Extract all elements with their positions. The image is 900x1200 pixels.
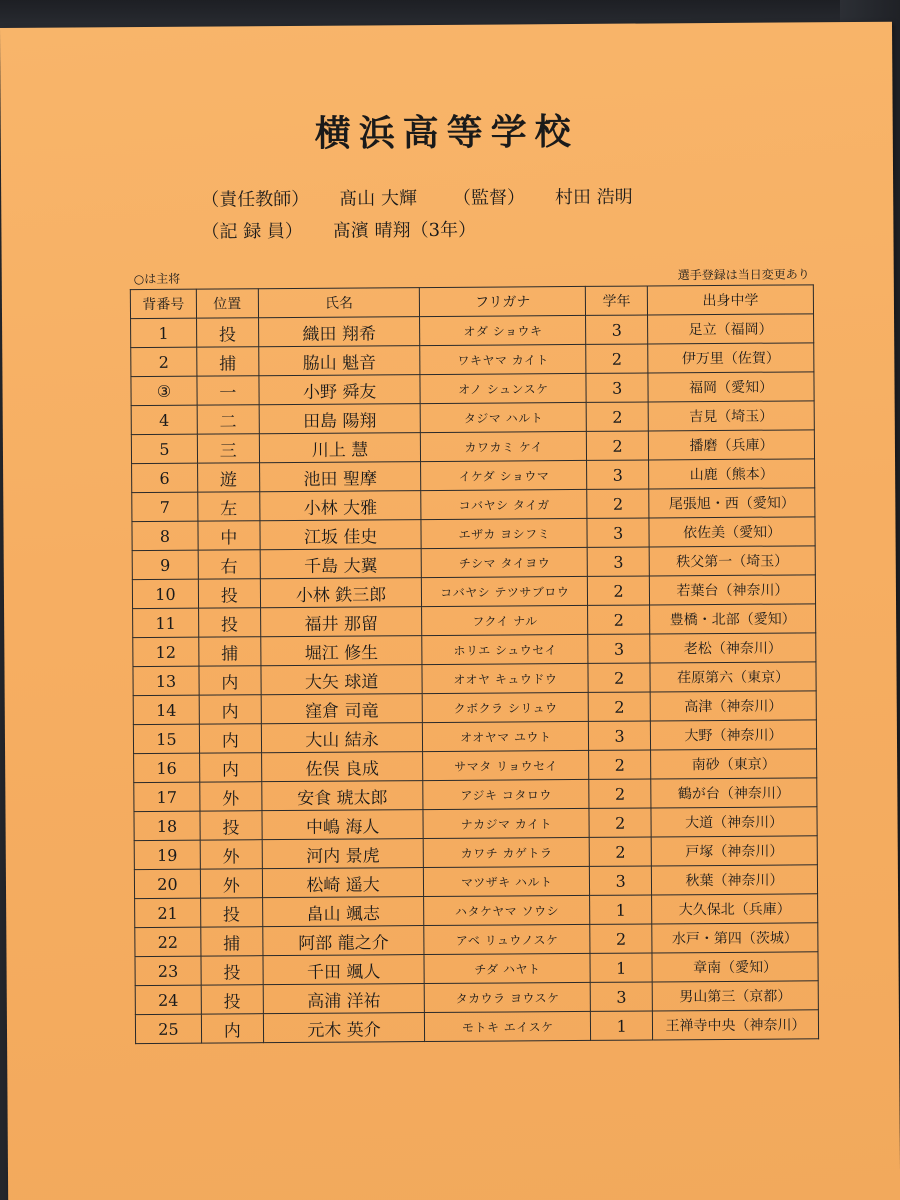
table-row	[132, 546, 815, 580]
header-position: 位置	[196, 289, 258, 318]
table-row	[131, 314, 814, 348]
cell-name: 高浦 洋祐	[263, 984, 425, 1014]
teacher-label: （責任教師）	[201, 188, 310, 211]
school-title: 横浜高等学校	[314, 110, 579, 155]
cell-kana: コバヤシ テツサブロウ	[422, 576, 588, 606]
cell-name: 畠山 颯志	[262, 897, 424, 927]
cell-kana: オオヤマ ユウト	[423, 721, 589, 751]
cell-name: 堀江 修生	[260, 636, 422, 666]
table-row	[133, 662, 816, 696]
header-grade: 学年	[586, 286, 648, 315]
cell-name: 大山 結永	[261, 723, 423, 753]
cell-grade: 1	[590, 953, 652, 982]
cell-grade: 2	[588, 692, 650, 721]
cell-position: 投	[200, 811, 262, 840]
cell-kana: イケダ ショウマ	[421, 460, 587, 490]
cell-kana: オノ シュンスケ	[420, 373, 586, 403]
teacher-name: 髙山 大輝	[339, 188, 418, 210]
cell-kana: ワキヤマ カイト	[420, 344, 586, 374]
cell-position: 内	[201, 1014, 263, 1043]
cell-school: 大道（神奈川）	[651, 807, 817, 837]
cell-position: 三	[197, 434, 259, 463]
cell-kana: オオヤ キュウドウ	[422, 663, 588, 693]
table-row	[132, 517, 815, 551]
cell-number: 21	[135, 898, 201, 927]
header-number: 背番号	[130, 289, 196, 318]
cell-number: 17	[134, 782, 200, 811]
cell-grade: 2	[587, 489, 649, 518]
cell-name: 池田 聖摩	[259, 462, 421, 492]
cell-kana: タジマ ハルト	[421, 402, 587, 432]
cell-kana: フクイ ナル	[422, 605, 588, 635]
cell-school: 播磨（兵庫）	[648, 430, 814, 460]
table-row	[133, 604, 816, 638]
staff-row-recorder	[201, 214, 633, 249]
cell-school: 豊橋・北部（愛知）	[650, 604, 816, 634]
cell-grade: 2	[590, 924, 652, 953]
cell-grade: 2	[588, 576, 650, 605]
cell-number: 6	[132, 463, 198, 492]
cell-name: 福井 那留	[260, 607, 422, 637]
table-row	[135, 1010, 818, 1044]
table-row	[132, 488, 815, 522]
cell-name: 佐俣 良成	[261, 752, 423, 782]
cell-kana: ハタケヤマ ソウシ	[424, 895, 590, 925]
cell-grade: 2	[586, 344, 648, 373]
cell-name: 元木 英介	[263, 1013, 425, 1043]
table-row	[131, 343, 814, 377]
cell-number: 23	[135, 956, 201, 985]
cell-number: 10	[132, 579, 198, 608]
cell-grade: 3	[587, 547, 649, 576]
cell-kana: チシマ タイヨウ	[422, 547, 588, 577]
cell-grade: 1	[591, 1011, 653, 1040]
cell-kana: エザカ ヨシフミ	[421, 518, 587, 548]
cell-school: 尾張旭・西（愛知）	[649, 488, 815, 518]
cell-kana: ナカジマ カイト	[423, 808, 589, 838]
cell-position: 遊	[197, 463, 259, 492]
header-name: 氏名	[258, 288, 420, 318]
roster-body	[131, 314, 819, 1044]
cell-school: 老松（神奈川）	[650, 633, 816, 663]
cell-kana: オダ ショウキ	[420, 315, 586, 345]
cell-number: 11	[133, 608, 199, 637]
cell-school: 秩父第一（埼玉）	[649, 546, 815, 576]
cell-name: 脇山 魁音	[258, 346, 420, 376]
cell-grade: 3	[590, 982, 652, 1011]
cell-name: 大矢 球道	[261, 665, 423, 695]
cell-position: 内	[199, 724, 261, 753]
cell-position: 捕	[197, 347, 259, 376]
cell-position: 投	[201, 985, 263, 1014]
cell-number: 5	[131, 434, 197, 463]
cell-number: 2	[131, 347, 197, 376]
cell-grade: 3	[587, 518, 649, 547]
cell-school: 鶴が台（神奈川）	[651, 778, 817, 808]
cell-number: 18	[134, 811, 200, 840]
cell-school: 水戸・第四（茨城）	[652, 923, 818, 953]
cell-name: 織田 翔希	[258, 317, 420, 347]
staff-block	[201, 182, 633, 249]
cell-kana: サマタ リョウセイ	[423, 750, 589, 780]
cell-position: 左	[198, 492, 260, 521]
staff-row-teacher-manager	[201, 182, 633, 217]
table-row	[131, 372, 814, 406]
cell-position: 内	[199, 666, 261, 695]
cell-kana: カワカミ ケイ	[421, 431, 587, 461]
cell-kana: コバヤシ タイガ	[421, 489, 587, 519]
cell-kana: チダ ハヤト	[424, 953, 590, 983]
cell-grade: 3	[586, 373, 648, 402]
cell-name: 阿部 龍之介	[263, 926, 425, 956]
cell-position: 投	[198, 608, 260, 637]
cell-name: 小林 大雅	[259, 491, 421, 521]
table-row	[135, 981, 818, 1015]
cell-grade: 2	[589, 837, 651, 866]
cell-school: 高津（神奈川）	[650, 691, 816, 721]
cell-number: 16	[134, 753, 200, 782]
cell-position: 内	[199, 695, 261, 724]
cell-number: 19	[134, 840, 200, 869]
cell-number: 12	[133, 637, 199, 666]
cell-position: 投	[198, 579, 260, 608]
cell-position: 投	[200, 898, 262, 927]
cell-grade: 2	[587, 431, 649, 460]
table-row	[133, 691, 816, 725]
table-row	[135, 923, 818, 957]
cell-name: 江坂 佳史	[260, 520, 422, 550]
cell-grade: 1	[590, 895, 652, 924]
cell-grade: 2	[588, 605, 650, 634]
cell-position: 二	[197, 405, 259, 434]
roster-header-row	[130, 285, 813, 319]
table-row	[134, 749, 817, 783]
cell-school: 南砂（東京）	[651, 749, 817, 779]
cell-kana: タカウラ ヨウスケ	[425, 982, 591, 1012]
cell-name: 田島 陽翔	[259, 404, 421, 434]
cell-school: 男山第三（京都）	[652, 981, 818, 1011]
cell-school: 荏原第六（東京）	[650, 662, 816, 692]
cell-school: 福岡（愛知）	[648, 372, 814, 402]
cell-name: 小野 舜友	[259, 375, 421, 405]
manager-label: （監督）	[452, 187, 526, 209]
table-row	[135, 952, 818, 986]
cell-position: 右	[198, 550, 260, 579]
cell-number: 22	[135, 927, 201, 956]
cell-kana: モトキ エイスケ	[425, 1011, 591, 1041]
cell-grade: 3	[586, 315, 648, 344]
cell-name: 中嶋 海人	[262, 810, 424, 840]
cell-grade: 2	[589, 808, 651, 837]
manager-name: 村田 浩明	[554, 186, 633, 209]
cell-name: 河内 景虎	[262, 839, 424, 869]
cell-position: 外	[200, 840, 262, 869]
cell-name: 川上 慧	[259, 433, 421, 463]
captain-note: ○は主将	[133, 271, 181, 287]
table-row	[134, 836, 817, 870]
cell-school: 戸塚（神奈川）	[651, 836, 817, 866]
cell-grade: 3	[589, 721, 651, 750]
cell-school: 大久保北（兵庫）	[652, 894, 818, 924]
roster-paper	[0, 22, 900, 1200]
cell-number: 9	[132, 550, 198, 579]
cell-school: 王禅寺中央（神奈川）	[652, 1010, 818, 1040]
cell-grade: 2	[586, 402, 648, 431]
cell-school: 足立（福岡）	[648, 314, 814, 344]
table-row	[134, 778, 817, 812]
header-school: 出身中学	[647, 285, 813, 315]
cell-kana: クボクラ シリュウ	[423, 692, 589, 722]
cell-name: 千島 大翼	[260, 549, 422, 579]
table-row	[135, 894, 818, 928]
cell-grade: 2	[589, 779, 651, 808]
table-row	[132, 459, 815, 493]
cell-position: 中	[198, 521, 260, 550]
recorder-name: 髙濱 晴翔（3年）	[332, 219, 477, 242]
cell-kana: マツザキ ハルト	[424, 866, 590, 896]
cell-school: 山鹿（熊本）	[649, 459, 815, 489]
cell-school: 若葉台（神奈川）	[649, 575, 815, 605]
cell-position: 捕	[199, 637, 261, 666]
recorder-label: （記 録 員）	[201, 220, 303, 243]
cell-grade: 3	[590, 866, 652, 895]
cell-kana: ホリエ シュウセイ	[422, 634, 588, 664]
cell-name: 小林 鉄三郎	[260, 578, 422, 608]
cell-kana: アジキ コタロウ	[423, 779, 589, 809]
cell-school: 伊万里（佐賀）	[648, 343, 814, 373]
cell-school: 秋葉（神奈川）	[651, 865, 817, 895]
table-row	[131, 430, 814, 464]
cell-number: 13	[133, 666, 199, 695]
cell-number: 15	[133, 724, 199, 753]
cell-grade: 3	[587, 460, 649, 489]
cell-number: 20	[134, 869, 200, 898]
cell-school: 章南（愛知）	[652, 952, 818, 982]
cell-kana: カワチ カゲトラ	[424, 837, 590, 867]
cell-number: ③	[131, 376, 197, 405]
cell-grade: 2	[589, 750, 651, 779]
registration-note: 選手登録は当日変更あり	[677, 267, 810, 283]
cell-name: 安食 琥太郎	[262, 781, 424, 811]
cell-number: 24	[135, 985, 201, 1014]
table-row	[131, 401, 814, 435]
cell-number: 25	[135, 1014, 201, 1043]
cell-grade: 2	[588, 663, 650, 692]
table-row	[134, 865, 817, 899]
cell-position: 投	[201, 956, 263, 985]
cell-number: 4	[131, 405, 197, 434]
cell-kana: アベ リュウノスケ	[424, 924, 590, 954]
cell-school: 大野（神奈川）	[650, 720, 816, 750]
cell-name: 松崎 遥大	[262, 868, 424, 898]
cell-position: 一	[197, 376, 259, 405]
cell-number: 7	[132, 492, 198, 521]
cell-number: 8	[132, 521, 198, 550]
header-kana: フリガナ	[420, 286, 586, 316]
cell-school: 吉見（埼玉）	[648, 401, 814, 431]
table-row	[134, 807, 817, 841]
table-row	[133, 633, 816, 667]
roster-table	[130, 284, 819, 1044]
cell-position: 捕	[201, 927, 263, 956]
table-row	[132, 575, 815, 609]
cell-name: 窪倉 司竜	[261, 694, 423, 724]
cell-position: 外	[200, 869, 262, 898]
cell-grade: 3	[588, 634, 650, 663]
cell-number: 1	[131, 318, 197, 347]
cell-position: 投	[196, 318, 258, 347]
cell-number: 14	[133, 695, 199, 724]
table-row	[133, 720, 816, 754]
cell-position: 内	[199, 753, 261, 782]
cell-school: 依佐美（愛知）	[649, 517, 815, 547]
cell-name: 千田 颯人	[263, 955, 425, 985]
cell-position: 外	[200, 782, 262, 811]
